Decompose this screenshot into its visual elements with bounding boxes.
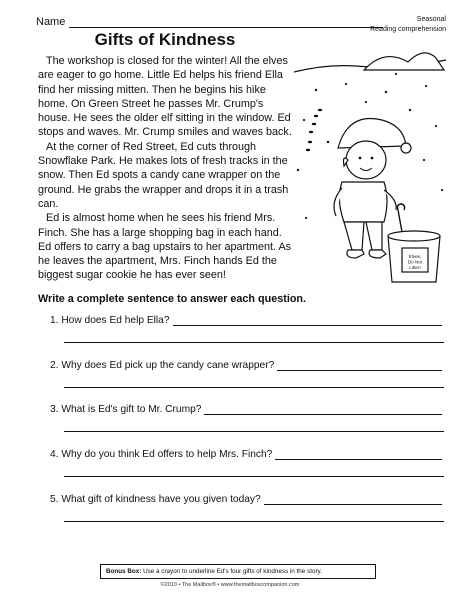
answer-line[interactable]: [64, 431, 444, 432]
snow-mound: [364, 53, 444, 70]
question-text: 3. What is Ed's gift to Mr. Crump?: [50, 404, 202, 415]
instruction-text: Write a complete sentence to answer each question.: [38, 293, 307, 305]
story-paragraph: Ed is almost home when he sees his friend Mrs. Finch. She has a large shopping bag in each hand. Ed offers to carry a bag upstairs to her apartment. As he leaves the apartment, Mrs. Finch hands Ed the biggest sugar cookie he has ever seen!: [38, 212, 292, 282]
bonus-label: Bonus Box:: [106, 568, 142, 575]
sign-text: Elves, Do Not Litter!: [407, 254, 423, 270]
name-label: Name: [36, 16, 66, 28]
name-row: [36, 16, 383, 28]
question-row: [50, 449, 442, 460]
footprints: [306, 109, 322, 151]
story-paragraph: The workshop is closed for the winter! All the elves are eager to go home. Little Ed helps his friend Ella find her missing mitten. Then he begins his hike home. On Green Street he passes Mr. Crump's house. He sees the older elf sitting in the window. Ed stops and waves. Mr. Crump smiles and waves back.: [38, 55, 292, 139]
answer-field[interactable]: [264, 494, 442, 505]
answer-field[interactable]: [173, 315, 443, 326]
answer-field[interactable]: [277, 360, 442, 371]
bonus-box: [100, 564, 376, 579]
answer-line[interactable]: [64, 342, 444, 343]
question-row: [50, 494, 442, 505]
subcategory-text: Reading comprehension: [370, 26, 446, 33]
question-row: [50, 360, 442, 371]
copyright-footer: ©2010 • The Mailbox® • www.themailboxcompanion.com: [160, 582, 300, 588]
question-text: 1. How does Ed help Ella?: [50, 315, 170, 326]
category-label: [370, 15, 446, 35]
answer-line[interactable]: [64, 521, 444, 522]
bonus-text: Use a crayon to underline Ed's four gifts of kindness in the story.: [143, 568, 322, 575]
name-line[interactable]: [69, 17, 383, 28]
story-text: [38, 54, 296, 283]
question-row: [50, 315, 442, 326]
question-text: 2. Why does Ed pick up the candy cane wrapper?: [50, 360, 275, 371]
answer-field[interactable]: [204, 404, 442, 415]
worksheet-title: Gifts of Kindness: [94, 30, 236, 49]
story-paragraph: At the corner of Red Street, Ed cuts through Snowflake Park. He makes lots of fresh tracks in the snow. Then Ed spots a candy cane wrapper on the ground. He grabs the wrapper and drops it in a trash can.: [38, 140, 289, 210]
question-text: 5. What gift of kindness have you given today?: [50, 494, 261, 505]
answer-line[interactable]: [64, 387, 444, 388]
question-row: [50, 404, 442, 415]
candy-cane: [398, 204, 405, 232]
category-text: Seasonal: [416, 16, 446, 23]
question-text: 4. Why do you think Ed offers to help Mrs. Finch?: [50, 449, 273, 460]
answer-field[interactable]: [275, 449, 442, 460]
answer-line[interactable]: [64, 476, 444, 477]
elf-illustration: [286, 50, 450, 284]
